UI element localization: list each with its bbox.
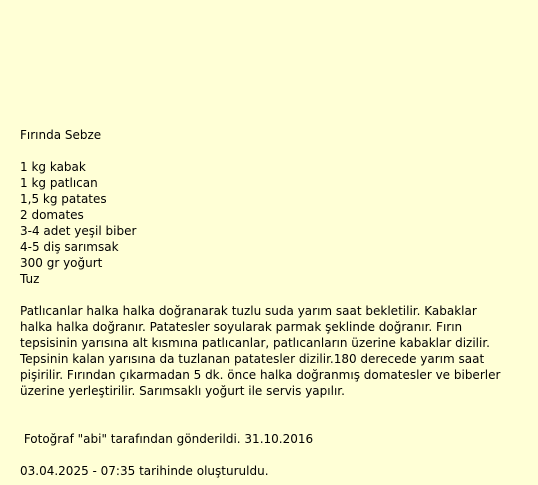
ingredient-item: 1,5 kg patates <box>20 192 107 206</box>
ingredient-item: 4-5 diş sarımsak <box>20 240 119 254</box>
recipe-page <box>20 127 530 399</box>
ingredient-item: 2 domates <box>20 208 84 222</box>
recipe-instructions: Patlıcanlar halka halka doğranarak tuzlu suda yarım saat bekletilir. Kabaklar halka halka doğranır. Patatesler soyularak parmak şeklinde doğranır. Fırın tepsisinin yarısına alt kısmına patlıcanlar, patlıcanların üzerine kabaklar dizilir. Tepsinin kalan yarısına da tuzlanan patatesler dizilir.180 derecede yarım saat pişirilir. Fırından çıkarmadan 5 dk. önce halka doğranmış domatesler ve biberler üzerine yerleştirilir. Sarımsaklı yoğurt ile servis yapılır. <box>20 304 501 398</box>
ingredient-item: 1 kg kabak <box>20 160 86 174</box>
ingredient-item: 1 kg patlıcan <box>20 176 98 190</box>
submission-info: Fotoğraf "abi" tarafından gönderildi. 31.10.2016 <box>20 432 314 446</box>
recipe-title: Fırında Sebze <box>20 128 102 142</box>
creation-timestamp: 03.04.2025 - 07:35 tarihinde oluşturuldu. <box>20 464 269 478</box>
ingredient-item: 3-4 adet yeşil biber <box>20 224 137 238</box>
ingredient-list <box>20 159 530 287</box>
ingredient-item: 300 gr yoğurt <box>20 256 103 270</box>
ingredient-item: Tuz <box>20 272 40 286</box>
